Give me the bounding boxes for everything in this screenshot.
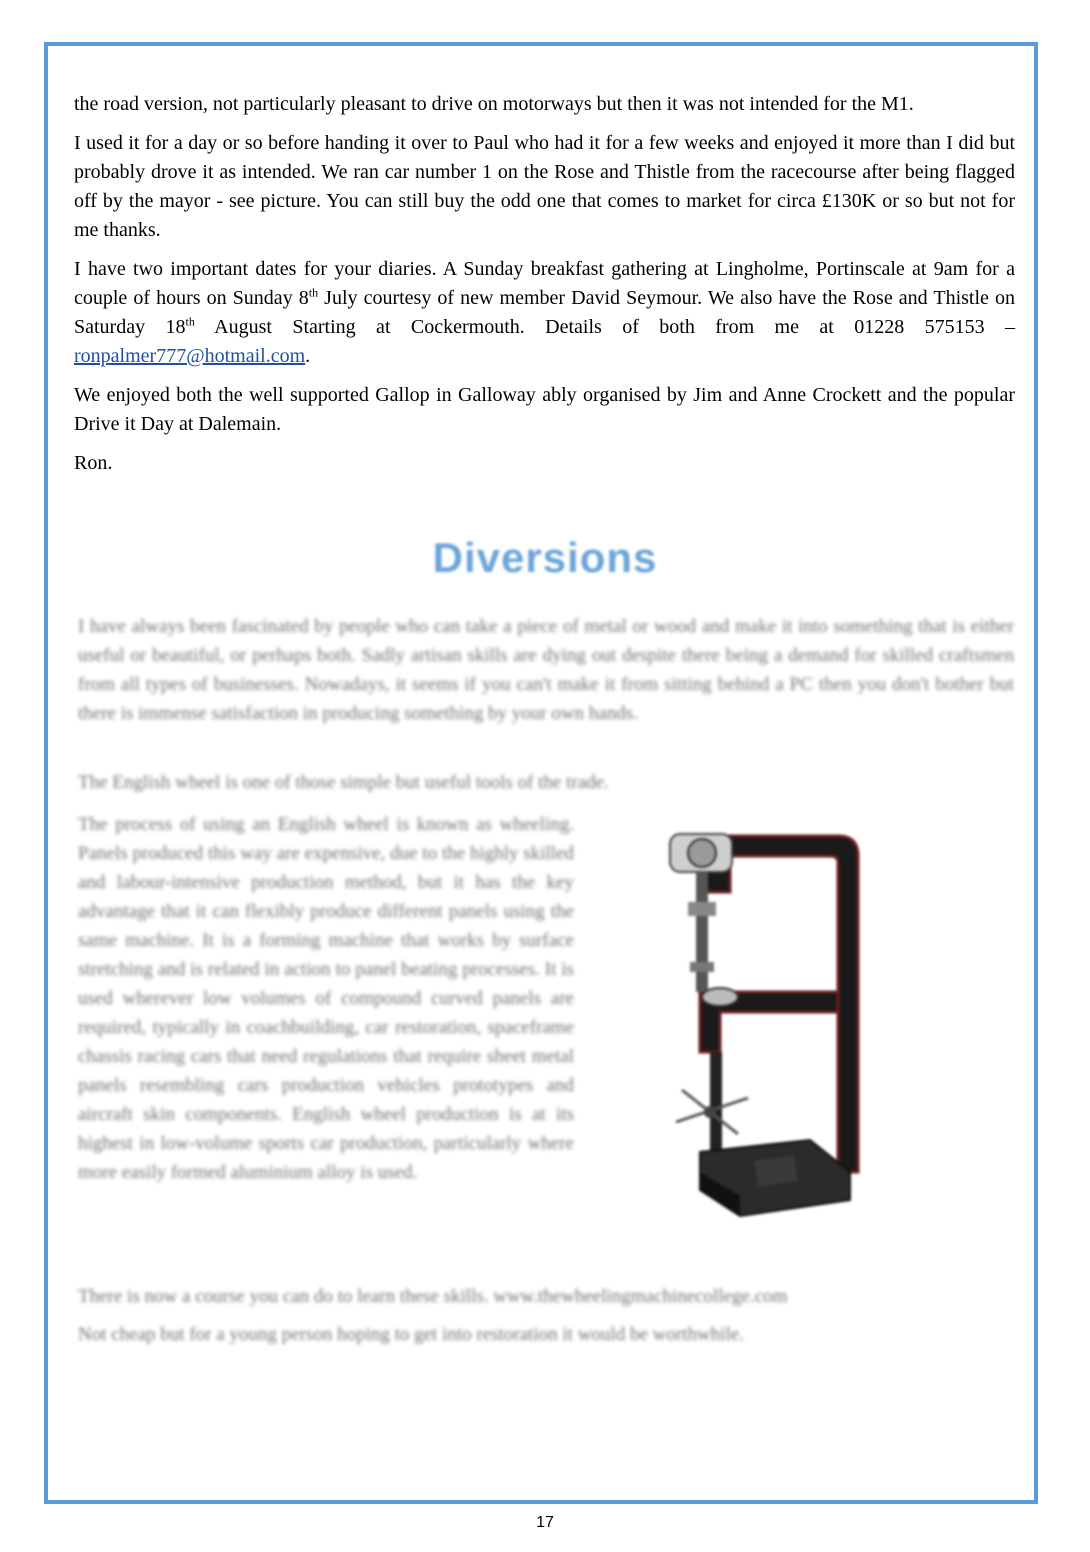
ordinal-suffix: th [185,314,195,329]
ordinal-suffix: th [308,285,319,300]
dates-text-end: . [305,345,311,367]
paragraph-paul: I used it for a day or so before handing it over to Paul who had it for a few weeks and enjoyed it more than I did but probably drove it as intended. We ran car number 1 on the Rose and Thistle from the racecourse after being flagged off by the mayor - see picture. You can still buy the odd one that comes to market for circa £130K or so but not for me thanks. [74,132,1015,241]
diversions-paragraph-process: The process of using an English wheel is known as wheeling. Panels produced this way are expensive, due to the highly skilled and labour-intensive production method, but it has the key advantage that it can flexibly produce different panels using the same machine. It is a forming machine that works by surface stretching and is related in action to panel beating processes. It is used wherever low volumes of compound curved panels are required, typically in coachbuilding, car restoration, spaceframe chassis racing cars that need regulations that require sheet metal panels resembling cars production vehicles prototypes and aircraft skin components. English wheel production is at its highest in low-volume sports car production, particularly where more easily formed aluminium alloy is used. [78,814,574,1183]
signature: Ron. [74,452,113,474]
english-wheel-image [660,822,870,1222]
article-body [74,90,1015,488]
diversions-paragraph-wheel: The English wheel is one of those simple but useful tools of the trade. [78,772,609,793]
paragraph-dates [74,255,1015,371]
dates-text-a: I have two important dates for your diaries. A Sunday breakfast gathering at Lingholme, Portinscale at 9am for a couple of hours on Sunday 8 [74,258,1015,309]
diversions-paragraph-course: There is now a course you can do to learn these skills. www.thewheelingmachinecollege.com [78,1286,788,1307]
diversions-paragraph-intro: I have always been fascinated by people who can take a piece of metal or wood and make it into something that is either useful or beautiful, or perhaps both. Sadly artisan skills are dying out despite there being a demand for skilled craftsmen from all types of businesses. Nowadays, it seems if you can't make it from sitting behind a PC then you don't bother but there is immense satisfaction in producing something by your own hands. [78,616,1014,724]
diversions-paragraph-cost: Not cheap but for a young person hoping to get into restoration it would be worthwhile. [78,1324,744,1345]
dates-text-b: July courtesy of new member David Seymour. We also have the Rose and Thistle on Saturday 18 [74,287,1015,338]
paragraph-events: We enjoyed both the well supported Gallop in Galloway ably organised by Jim and Anne Crockett and the popular Drive it Day at Dalemain. [74,384,1015,435]
dates-text-c: August Starting at Cockermouth. Details of both from me at 01228 575153 – [194,316,1016,338]
page-number: 17 [536,1514,554,1531]
email-link[interactable]: ronpalmer777@hotmail.com [74,345,306,367]
diversions-title: Diversions [432,534,658,581]
paragraph-road-version: the road version, not particularly pleasant to drive on motorways but then it was not intended for the M1. [74,93,914,115]
